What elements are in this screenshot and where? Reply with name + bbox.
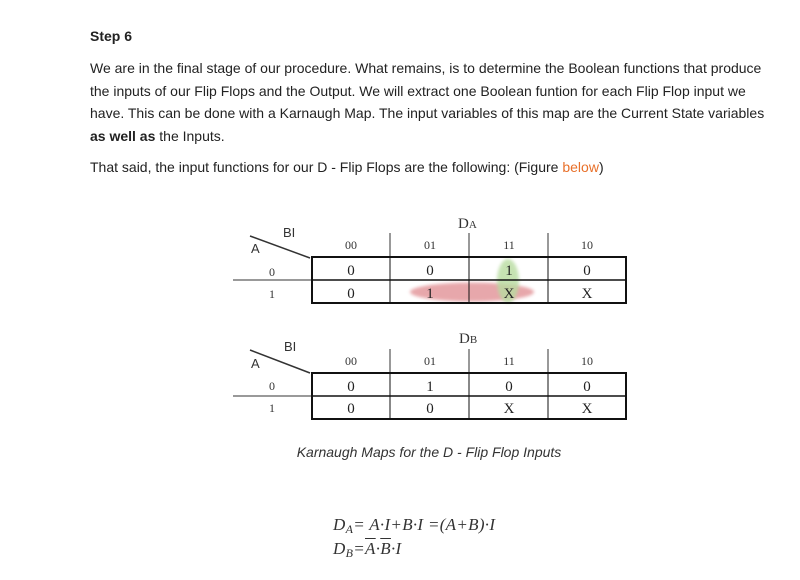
kmap-cell: X — [581, 401, 593, 417]
row-header: 1 — [269, 401, 275, 415]
kmap-title: DA — [458, 216, 477, 232]
kmap-cell: 0 — [426, 263, 434, 279]
col-header: 01 — [424, 238, 436, 252]
equation-da — [333, 515, 495, 537]
kmap-cell: 0 — [347, 263, 355, 279]
eq-dot: · — [390, 539, 396, 558]
col-header: 10 — [581, 354, 593, 368]
eq-b-bar: $\overline{B}$ — [380, 539, 391, 558]
bold-text: as well as — [90, 127, 156, 144]
row-header: 0 — [269, 379, 275, 393]
corner-top-label: BI — [283, 225, 296, 240]
kmap-title: DB — [459, 331, 478, 347]
kmap-db — [233, 331, 626, 419]
eq-sign: = — [353, 539, 365, 558]
eq-sub: B — [345, 546, 354, 560]
row-header: 1 — [269, 287, 275, 301]
kmap-cell: 0 — [505, 379, 513, 395]
equation-db — [333, 539, 401, 561]
corner-top-label: BI — [284, 339, 297, 354]
eq-lhs: D — [333, 515, 346, 534]
figure-link[interactable]: below — [562, 159, 599, 175]
eq-lhs: D — [333, 539, 346, 558]
col-header: 01 — [424, 354, 436, 368]
kmap-cell: 1 — [426, 286, 434, 302]
col-header: 00 — [345, 238, 357, 252]
paragraph-text-end: the Inputs. — [155, 127, 225, 144]
paragraph-text: That said, the input functions for our D - Flip Flops are the following: (Figure — [90, 159, 563, 175]
kmap-cell: 0 — [426, 401, 434, 417]
eq-a-bar: $\overline{A}$ — [365, 539, 376, 558]
col-header: 10 — [581, 238, 593, 252]
eq-rhs: = A·I+B·I =(A+B)·I — [353, 515, 496, 534]
kmap-cell: 0 — [347, 286, 355, 302]
kmap-cell: 1 — [505, 263, 513, 279]
col-header: 11 — [503, 238, 515, 252]
step-title: Step 6 — [90, 28, 133, 44]
kmap-cell: 1 — [426, 379, 434, 395]
corner-left-label: A — [251, 241, 260, 256]
col-header: 00 — [345, 354, 357, 368]
col-header: 11 — [503, 354, 515, 368]
kmap-cell: X — [503, 401, 515, 417]
eq-i: I — [395, 539, 402, 558]
figure-caption: Karnaugh Maps for the D - Flip Flop Inputs — [296, 444, 562, 460]
kmap-cell: X — [503, 286, 515, 302]
row-header: 0 — [269, 265, 275, 279]
corner-left-label: A — [251, 356, 260, 371]
eq-dot: · — [375, 539, 381, 558]
eq-sub: A — [345, 522, 354, 536]
kmap-cell: X — [581, 286, 593, 302]
kmap-cell: 0 — [347, 379, 355, 395]
paragraph-close: ) — [598, 159, 604, 175]
kmap-da — [233, 216, 626, 303]
kmap-cell: 0 — [347, 401, 355, 417]
kmap-cell: 0 — [583, 379, 591, 395]
kmap-cell: 0 — [583, 263, 591, 279]
paragraph-text: We are in the final stage of our procedure. What remains, is to determine the Boolean functions that produce the inputs of our Flip Flops and the Output. We will extract one Boolean funtion for each Flip Flop input we have. This can be done with a Karnaugh Map. The input variables of this map are the Current State variables — [90, 60, 765, 121]
